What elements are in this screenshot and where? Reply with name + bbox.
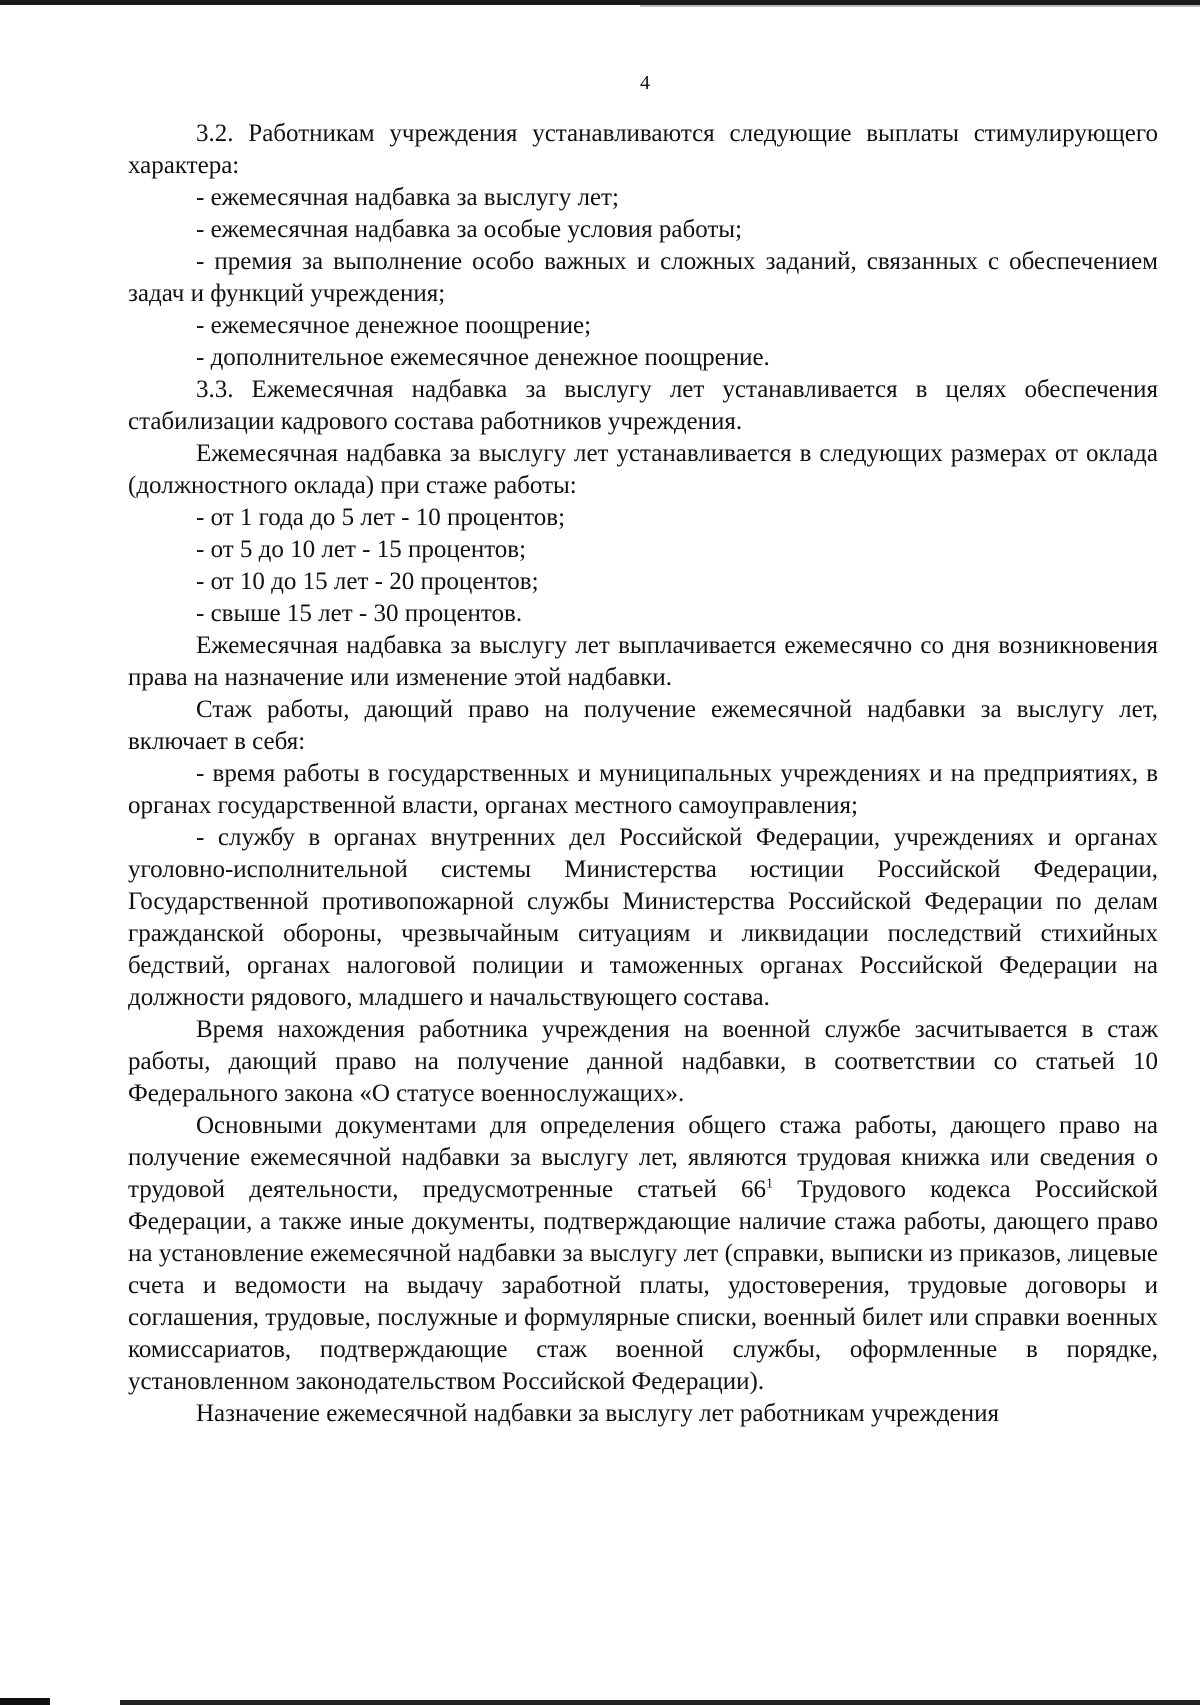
scan-bottom-edge-left (0, 1698, 50, 1705)
list-item-monthly-incentive: - ежемесячное денежное поощрение; (196, 312, 592, 339)
main-documents-text-start: Основными документами для определения общего стажа работы, дающего право на получение ежемесячной надбавки за выслугу лет, являются трудовая книжка или сведения о трудовой деятельности, предусмотренные статьей 66 (128, 1112, 1158, 1203)
list-item-additional-monthly-incentive: - дополнительное ежемесячное денежное поощрение. (196, 344, 770, 371)
list-item-state-municipal-work: - время работы в государственных и муниципальных учреждениях и на предприятиях, в органах государственной власти, органах местного самоуправления; (128, 760, 1158, 819)
list-item-over-15-years: - свыше 15 лет - 30 процентов. (196, 600, 523, 627)
list-item-special-conditions-bonus: - ежемесячная надбавка за особые условия работы; (196, 216, 743, 243)
page-number: 4 (640, 72, 650, 94)
list-item-5-to-10-years: - от 5 до 10 лет - 15 процентов; (196, 536, 527, 563)
paragraph-main-documents (128, 1110, 1158, 1398)
scan-top-edge-shadow (640, 5, 1200, 7)
paragraph-3-2: 3.2. Работникам учреждения устанавливаются следующие выплаты стимулирующего характера: (128, 120, 1158, 179)
paragraph-bonus-sizes: Ежемесячная надбавка за выслугу лет устанавливается в следующих размерах от оклада (должностного оклада) при стаже работы: (128, 440, 1158, 499)
list-item-seniority-bonus: - ежемесячная надбавка за выслугу лет; (196, 184, 619, 211)
article-superscript: 1 (765, 1176, 773, 1192)
list-item-service-in-agencies: - службу в органах внутренних дел Российской Федерации, учреждениях и органах уголовно-исполнительной системы Министерства юстиции Российской Федерации, Государственной противопожарной службы Министерства Российской Федерации по делам гражданской обороны, чрезвычайным ситуациям и ликвидации последствий стихийных бедствий, органах налоговой полиции и таможенных органах Российской Федерации на должности рядового, младшего и начальствующего состава. (128, 824, 1158, 1011)
list-item-10-to-15-years: - от 10 до 15 лет - 20 процентов; (196, 568, 539, 595)
list-item-important-tasks-premium: - премия за выполнение особо важных и сложных заданий, связанных с обеспечением задач и функций учреждения; (128, 248, 1158, 307)
paragraph-3-3: 3.3. Ежемесячная надбавка за выслугу лет устанавливается в целях обеспечения стабилизации кадрового состава работников учреждения. (128, 376, 1158, 435)
paragraph-assignment-continued: Назначение ежемесячной надбавки за выслугу лет работникам учреждения (196, 1400, 999, 1427)
paragraph-work-experience: Стаж работы, дающий право на получение ежемесячной надбавки за выслугу лет, включает в себя: (128, 696, 1158, 755)
paragraph-military-service: Время нахождения работника учреждения на военной службе засчитывается в стаж работы, дающий право на получение данной надбавки, в соответствии со статьей 10 Федерального закона «О статусе военнослужащих». (128, 1016, 1158, 1107)
paragraph-payment-start: Ежемесячная надбавка за выслугу лет выплачивается ежемесячно со дня возникновения права на назначение или изменение этой надбавки. (128, 632, 1158, 691)
main-documents-text-end: Трудового кодекса Российской Федерации, а также иные документы, подтверждающие наличие стажа работы, дающего право на установление ежемесячной надбавки за выслугу лет (справки, выписки из приказов, лицевые счета и ведомости на выдачу заработной платы, удостоверения, трудовые договоры и соглашения, трудовые, послужные и формулярные списки, военный билет или справки военных комиссариатов, подтверждающие стаж военной службы, оформленные в порядке, установленном законодательством Российской Федерации). (128, 1176, 1158, 1395)
scan-bottom-edge (120, 1700, 1200, 1705)
list-item-1-to-5-years: - от 1 года до 5 лет - 10 процентов; (196, 504, 566, 531)
document-body (128, 118, 1158, 1430)
